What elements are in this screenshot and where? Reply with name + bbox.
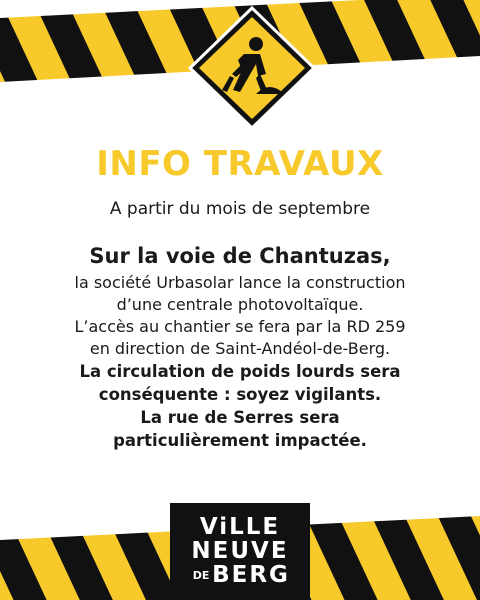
notice-bold-line: La circulation de poids lourds sera bbox=[79, 362, 401, 381]
notice-line: L’accès au chantier se fera par la RD 259 bbox=[74, 317, 406, 336]
notice-bold-line: particulièrement impactée. bbox=[113, 431, 367, 450]
logo-line-1: ViLLE bbox=[199, 514, 281, 540]
logo-line-2: NEUVE bbox=[191, 538, 289, 564]
logo-prefix: DE bbox=[192, 569, 210, 582]
construction-warning-sign-icon bbox=[186, 4, 318, 132]
notice-bold-line: conséquente : soyez vigilants. bbox=[98, 385, 382, 404]
notice-body bbox=[0, 240, 480, 452]
logo-line-3-text: BERG bbox=[212, 562, 290, 588]
notice-headline: Sur la voie de Chantuzas, bbox=[89, 244, 391, 268]
ville-neuve-de-berg-logo bbox=[170, 503, 310, 600]
logo-line-3 bbox=[170, 563, 310, 587]
page-subtitle: A partir du mois de septembre bbox=[109, 199, 371, 219]
notice-bold-line: La rue de Serres sera bbox=[140, 408, 340, 427]
notice-line: d’une centrale photovoltaïque. bbox=[116, 295, 364, 314]
notice-line: en direction de Saint-Andéol-de-Berg. bbox=[89, 339, 391, 358]
notice-line: la société Urbasolar lance la construction bbox=[74, 273, 406, 292]
page-title: INFO TRAVAUX bbox=[96, 144, 384, 184]
